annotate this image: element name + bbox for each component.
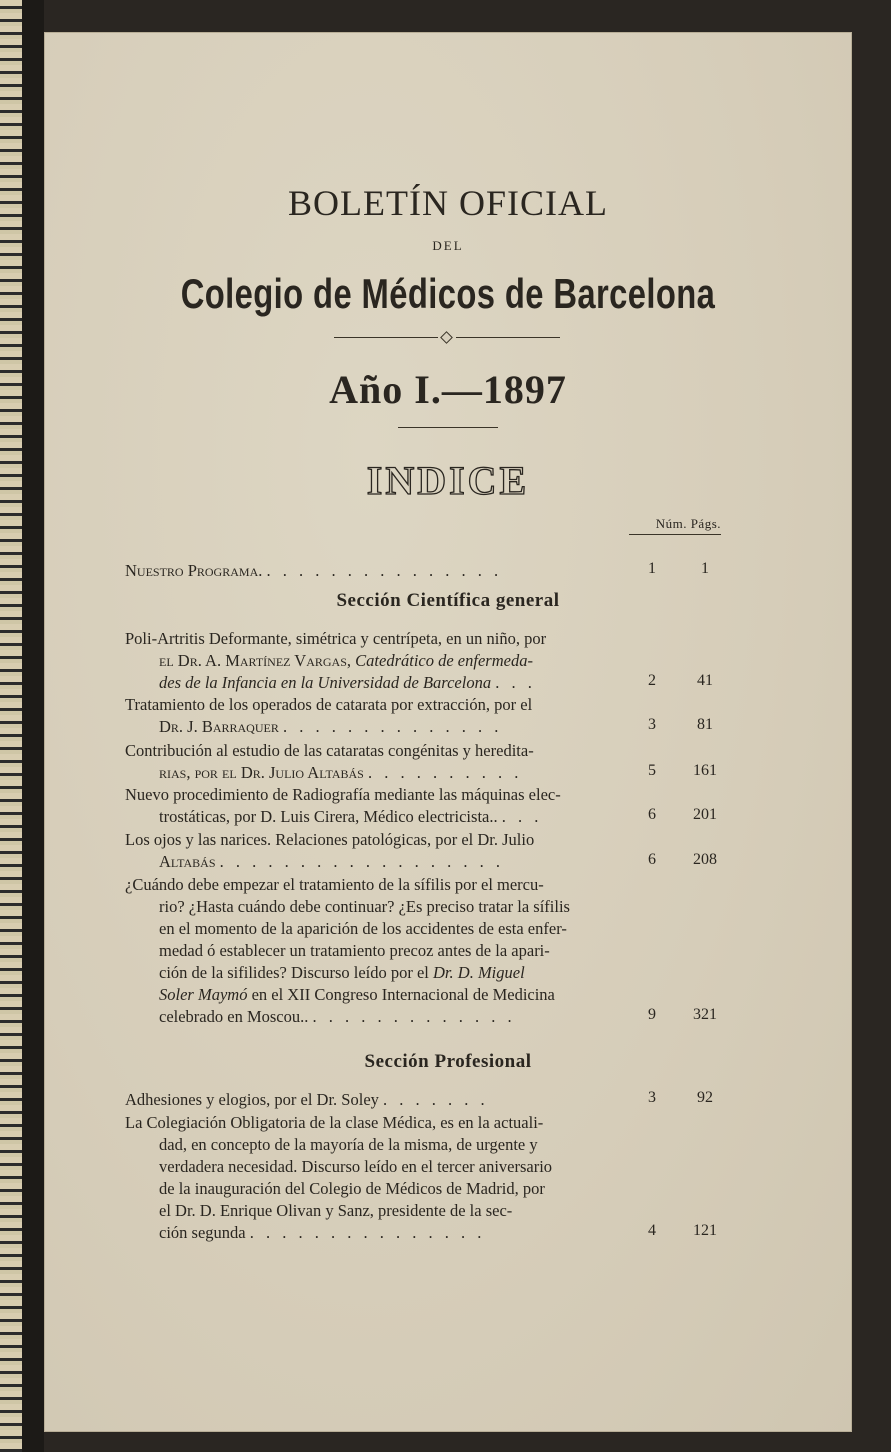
toc-entry-radiografia (125, 784, 625, 828)
entry-text: trostáticas, por D. Luis Cirera, Médico electricista.. (159, 807, 498, 826)
leader-dots: . . . . . . . . . . . . . . . (266, 561, 503, 580)
toc-entry-sifilis (125, 874, 625, 1028)
entry-page: 1 (701, 560, 709, 577)
leader-dots: . . . (495, 673, 536, 692)
entry-line: de la inauguración del Colegio de Médicos de Madrid, por (159, 1179, 545, 1198)
entry-line: medad ó establecer un tratamiento precoz antes de la apari- (159, 941, 550, 960)
author-name: rias, por el Dr. Julio Altabás (159, 763, 364, 782)
author-title: Catedrático de enfermeda- (355, 651, 533, 670)
section-heading-professional: Sección Profesional (364, 1051, 532, 1072)
entry-line (125, 851, 625, 873)
del-label: DEL (432, 238, 464, 253)
entry-line: Nuevo procedimiento de Radiografía mediante las máquinas elec- (125, 785, 561, 804)
entry-line: Poli-Artritis Deformante, simétrica y centrípeta, en un niño, por (125, 629, 547, 648)
entry-line: ¿Cuándo debe empezar el tratamiento de la sífilis por el mercu- (125, 875, 544, 894)
entry-page: 321 (693, 1006, 717, 1023)
entry-line (125, 716, 625, 738)
leader-dots: . . . . . . . . . . . . . . . . . . (219, 852, 505, 871)
entry-text: ción de la sifilides? Discurso leído por el (159, 963, 434, 982)
college-title: Colegio de Médicos de Barcelona (180, 270, 716, 317)
toc-entry-ojos-narices (125, 829, 625, 873)
leader-dots: . . . . . . . . . . . . . . (282, 717, 503, 736)
entry-number: 3 (648, 716, 656, 733)
entry-text: Adhesiones y elogios, por el Dr. Soley (125, 1090, 379, 1109)
entry-number: 2 (648, 672, 656, 689)
entry-line (125, 984, 625, 1006)
entry-text: ción segunda (159, 1223, 246, 1242)
toc-entry-adhesiones (125, 1089, 625, 1111)
section-heading-scientific: Sección Científica general (336, 590, 560, 611)
entry-line (125, 1222, 625, 1244)
leader-dots: . . . . . . . . . . . . . . . (249, 1223, 486, 1242)
entry-text: en el XII Congreso Internacional de Medicina (247, 985, 555, 1004)
column-header: Núm. Págs. (629, 516, 721, 535)
entry-line: Los ojos y las narices. Relaciones patológicas, por el Dr. Julio (125, 830, 535, 849)
entry-line: el Dr. D. Enrique Olivan y Sanz, presidente de la sec- (159, 1201, 513, 1220)
entry-line (125, 806, 625, 828)
entry-line: en el momento de la aparición de los accidentes de esta enfer- (159, 919, 567, 938)
entry-text: celebrado en Moscou.. (159, 1007, 309, 1026)
author-name: Altabás (159, 852, 216, 871)
leader-dots: . . . . . . . . . . . . . (312, 1007, 516, 1026)
entry-line (125, 762, 625, 784)
year-title: Año I.—1897 (329, 367, 567, 412)
toc-entry-catarata (125, 694, 625, 738)
entry-number: 6 (648, 851, 656, 868)
entry-number: 6 (648, 806, 656, 823)
entry-number: 3 (648, 1089, 656, 1106)
toc-entry-cataratas-congenitas (125, 740, 625, 784)
author-name: Soler Maymó (159, 985, 248, 1004)
entry-line: La Colegiación Obligatoria de la clase Médica, es en la actuali- (125, 1113, 544, 1132)
entry-line: dad, en concepto de la mayoría de la misma, de urgente y (159, 1135, 538, 1154)
author-name: el Dr. A. Martínez Vargas, (159, 651, 356, 670)
entry-line: rio? ¿Hasta cuándo debe continuar? ¿Es preciso tratar la sífilis (159, 897, 570, 916)
entry-line: verdadera necesidad. Discurso leído en el tercer aniversario (159, 1157, 553, 1176)
author-name: Dr. D. Miguel (433, 963, 525, 982)
ornament-line-left (334, 337, 438, 338)
binding-edge (22, 0, 44, 1452)
toc-entry-colegiacion (125, 1112, 625, 1244)
entry-number: 5 (648, 762, 656, 779)
entry-page: 92 (697, 1089, 713, 1106)
entry-line (125, 650, 625, 672)
entry-page: 81 (697, 716, 713, 733)
entry-line (125, 672, 625, 694)
toc-entry-poliartritis (125, 628, 625, 694)
year-rule (398, 427, 498, 428)
document-page (44, 32, 852, 1432)
entry-page: 208 (693, 851, 717, 868)
leader-dots: . . . (501, 807, 543, 826)
leader-dots: . . . . . . . (383, 1090, 489, 1109)
entry-number: 1 (648, 560, 656, 577)
entry-number: 4 (648, 1222, 656, 1239)
toc-entry-program (125, 560, 625, 582)
entry-page: 161 (693, 762, 717, 779)
bulletin-title: BOLETÍN OFICIAL (288, 183, 608, 223)
leader-dots: . . . . . . . . . . (367, 763, 523, 782)
entry-page: 41 (697, 672, 713, 689)
entry-line (125, 1006, 625, 1028)
entry-title: Nuestro Programa. (125, 561, 263, 580)
entry-line: Tratamiento de los operados de catarata por extracción, por el (125, 695, 533, 714)
entry-page: 121 (693, 1222, 717, 1239)
entry-line (125, 1089, 625, 1111)
ornament-diamond (440, 331, 453, 344)
entry-line: Contribución al estudio de las cataratas congénitas y heredita- (125, 741, 534, 760)
entry-line (125, 962, 625, 984)
author-name: Dr. J. Barraquer (159, 717, 279, 736)
ornament-line-right (456, 337, 560, 338)
author-title: des de la Infancia en la Universidad de Barcelona (159, 673, 492, 692)
entry-page: 201 (693, 806, 717, 823)
index-title: INDICE (366, 458, 530, 503)
entry-number: 9 (648, 1006, 656, 1023)
